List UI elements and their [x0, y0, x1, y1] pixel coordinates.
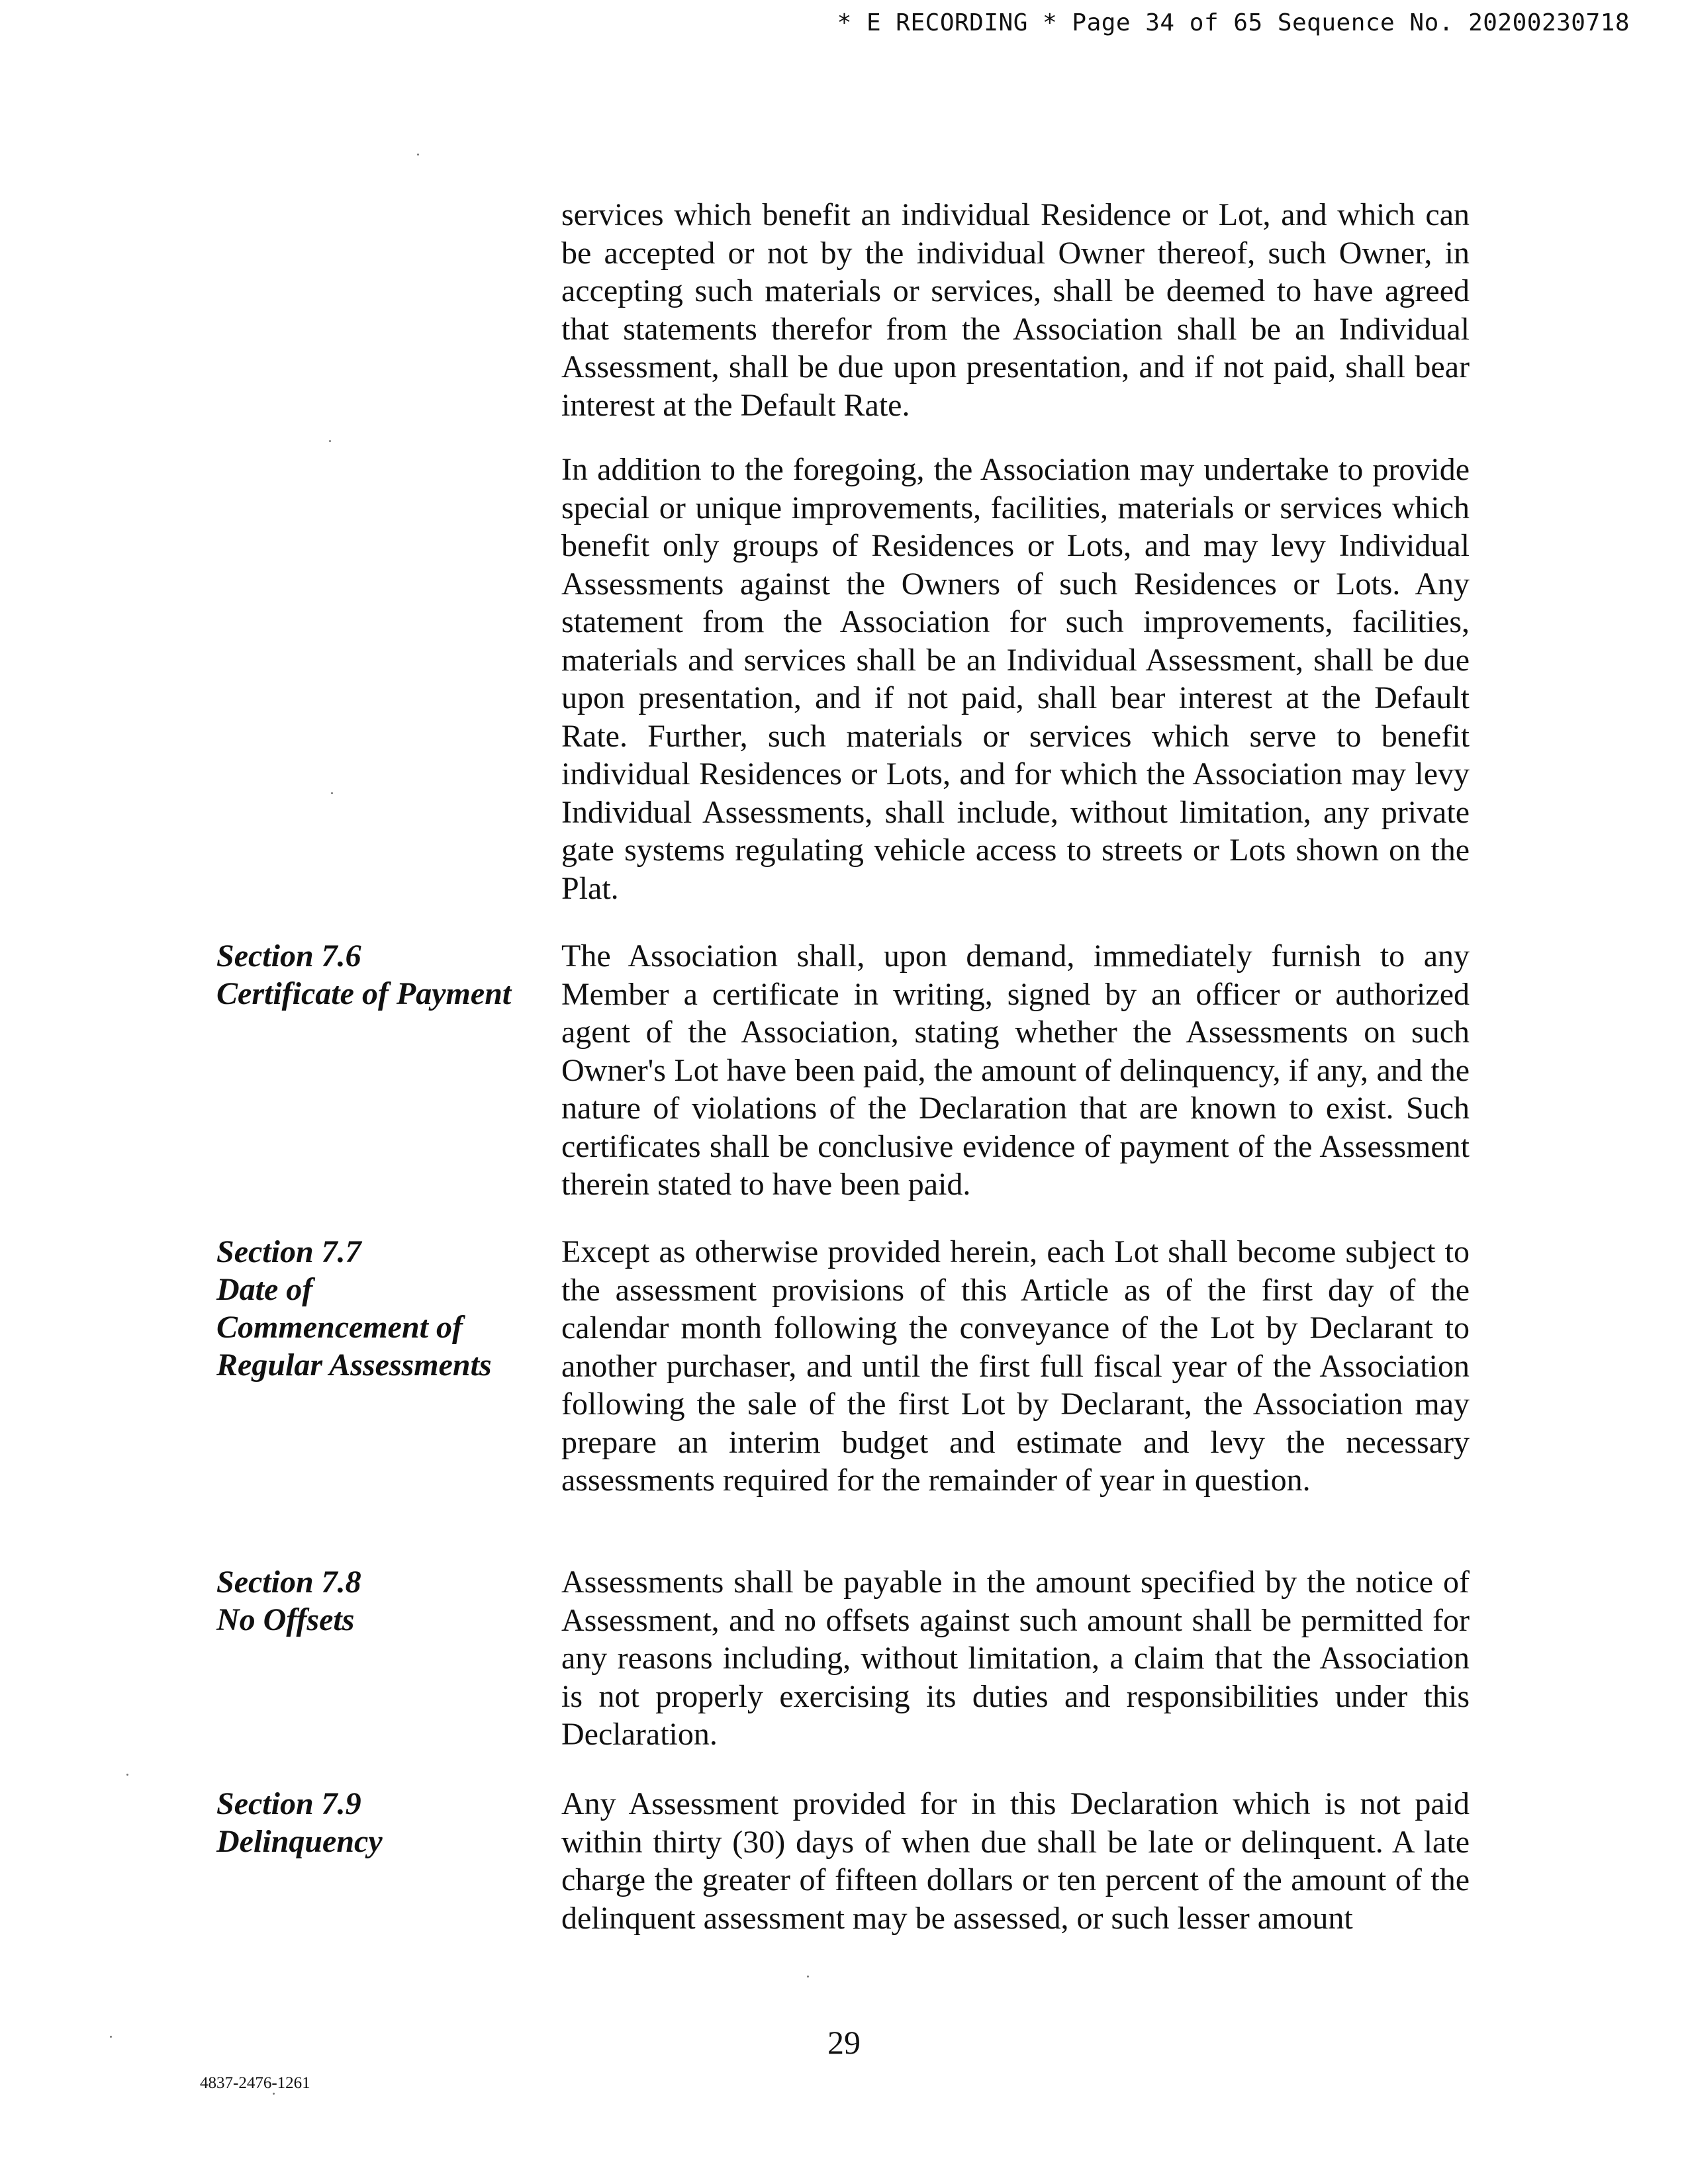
scan-speck — [417, 154, 419, 156]
page-number: 29 — [827, 2024, 861, 2061]
section-number: Section 7.6 — [216, 938, 361, 974]
section-title-line-1: Date of — [216, 1272, 313, 1307]
section-title: No Offsets — [216, 1602, 355, 1637]
section-7-6-body: The Association shall, upon demand, immediately furnish to any Member a certificate in writing, signed by an officer or authorized agent of the Association, stating whether the Assessments on such Owner's Lot have been paid, the amount of delinquency, if any, and the nature of violations of the Declaration that are known to exist. Such certificates shall be conclusive evidence of payment of the Assessment therein stated to have been paid. — [561, 938, 1470, 1202]
document-id: 4837-2476-1261 — [200, 2074, 310, 2092]
scan-speck — [126, 1774, 128, 1776]
scan-speck — [329, 440, 331, 442]
section-7-8-heading — [216, 1563, 547, 1639]
section-7-7-body: Except as otherwise provided herein, each Lot shall become subject to the assessment provisions of this Article as of the first day of the calendar month following the conveyance of the Lot by Declarant to another purchaser, and until the first full fiscal year of the Association following the sale of the first Lot by Declarant, the Association may prepare an interim budget and estimate and levy the necessary assessments required for the remainder of year in question. — [561, 1234, 1470, 1498]
section-7-6-heading — [216, 937, 547, 1013]
section-number: Section 7.8 — [216, 1565, 361, 1600]
scan-speck — [110, 2036, 112, 2038]
recording-header: * E RECORDING * Page 34 of 65 Sequence No. 20200230718 — [837, 9, 1630, 36]
section-7-7-heading — [216, 1233, 547, 1384]
scan-speck — [273, 2093, 275, 2095]
section-7-9-body: Any Assessment provided for in this Declaration which is not paid within thirty (30) days of when due shall be late or delinquent. A late charge the greater of fifteen dollars or ten percent of the amount of the delinquent assessment may be assessed, or such lesser amount — [561, 1786, 1470, 1936]
continuation-paragraph-2: In addition to the foregoing, the Association may undertake to provide special or unique improvements, facilities, materials or services which benefit only groups of Residences or Lots, and may levy Individual Assessments against the Owners of such Residences or Lots. Any statement from the Association for such improvements, facilities, materials and services shall be an Individual Assessment, shall be due upon presentation, and if not paid, shall bear interest at the Default Rate. Further, such materials or services which serve to benefit individual Residences or Lots, and for which the Association may levy Individual Assessments, shall include, without limitation, any private gate systems regulating vehicle access to streets or Lots shown on the Plat. — [561, 452, 1470, 906]
section-number: Section 7.9 — [216, 1786, 361, 1821]
section-7-8-body: Assessments shall be payable in the amount specified by the notice of Assessment, and no offsets against such amount shall be permitted for any reasons including, without limitation, a claim that the Association is not properly exercising its duties and responsibilities under this Declaration. — [561, 1565, 1470, 1752]
section-title-line-2: Commencement of — [216, 1310, 463, 1345]
scan-speck — [331, 792, 333, 794]
scan-speck — [807, 1976, 809, 1978]
section-7-9-heading — [216, 1785, 547, 1860]
section-title: Delinquency — [216, 1824, 383, 1859]
continuation-paragraph-1: services which benefit an individual Residence or Lot, and which can be accepted or not by the individual Owner thereof, such Owner, in accepting such materials or services, shall be deemed to have agreed that statements therefor from the Association shall be an Individual Assessment, shall be due upon presentation, and if not paid, shall bear interest at the Default Rate. — [561, 197, 1470, 423]
section-title-line-3: Regular Assessments — [216, 1347, 492, 1383]
section-number: Section 7.7 — [216, 1234, 361, 1269]
section-title: Certificate of Payment — [216, 976, 512, 1011]
